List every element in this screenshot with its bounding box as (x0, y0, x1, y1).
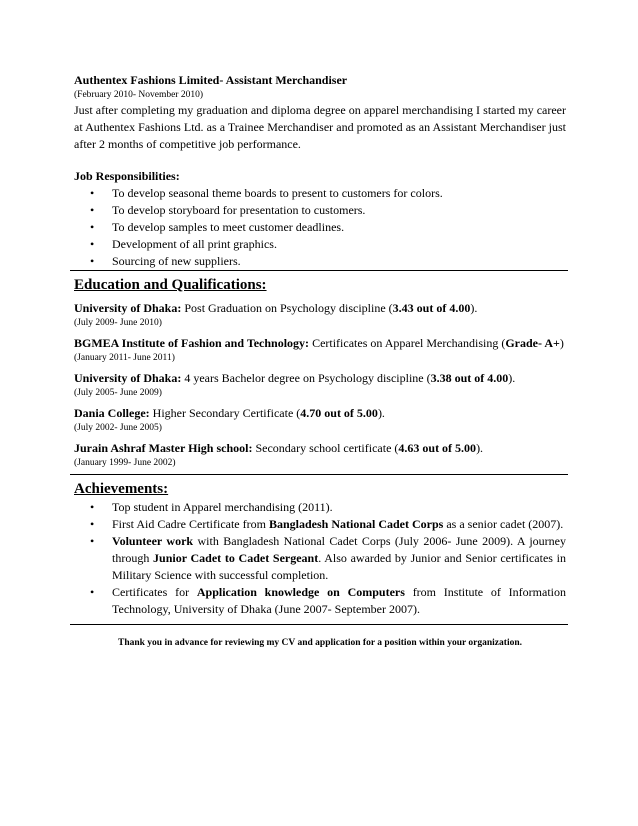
grade: 4.70 out of 5.00 (300, 406, 378, 420)
list-item: • Sourcing of new suppliers. (74, 253, 566, 270)
school-name: Jurain Ashraf Master High school: (74, 441, 253, 455)
education-entry (74, 335, 566, 365)
achievement-text: Top student in Apparel merchandising (2011). (112, 500, 333, 514)
grade: 4.63 out of 5.00 (398, 441, 477, 455)
grade: Grade- A+ (505, 336, 560, 350)
education-entry (74, 405, 566, 435)
degree-detail: Secondary school certificate ( (252, 441, 399, 455)
responsibilities-title: Job Responsibilities: (74, 169, 180, 183)
list-item: • To develop storyboard for presentation to customers. (74, 202, 566, 219)
list-item: • To develop samples to meet customer deadlines. (74, 219, 566, 236)
list-item (74, 499, 566, 516)
education-period: (July 2005- June 2009) (74, 388, 162, 398)
closing-note: Thank you in advance for reviewing my CV and application for a position within your organization. (118, 638, 522, 648)
list-item (74, 516, 566, 533)
achievement-text: with Bangladesh National Cadet Corps (July 2006- June 2009). A journey through (112, 534, 566, 565)
achievement-text: from Institute of Information Technology, University of Dhaka (June 2007- September 2007). (112, 585, 566, 616)
grade: 3.38 out of 4.00 (430, 371, 509, 385)
degree-detail: 4 years Bachelor degree on Psychology discipline ( (181, 371, 431, 385)
achievement-bold: Volunteer work (112, 534, 194, 548)
list-item (74, 584, 566, 618)
degree-detail: Higher Secondary Certificate ( (149, 406, 301, 420)
education-period: (January 1999- June 2002) (74, 458, 176, 468)
list-item: • To develop seasonal theme boards to present to customers for colors. (74, 185, 566, 202)
job-period: (February 2010- November 2010) (74, 90, 204, 100)
section-divider (70, 270, 568, 271)
achievements-heading: Achievements: (74, 481, 169, 497)
responsibilities-list (74, 185, 566, 270)
degree-detail: Post Graduation on Psychology discipline ( (181, 301, 393, 315)
achievement-bold: Junior Cadet to Cadet Sergeant (153, 551, 319, 565)
education-period: (January 2011- June 2011) (74, 353, 175, 363)
achievement-text: as a senior cadet (2007). (443, 517, 564, 531)
education-period: (July 2009- June 2010) (74, 318, 162, 328)
school-name: BGMEA Institute of Fashion and Technology: (74, 336, 310, 350)
punctuation: ). (476, 441, 484, 455)
achievement-text: Certificates for (112, 585, 197, 599)
punctuation: ) (559, 336, 564, 350)
cv-content (74, 72, 566, 652)
punctuation: ). (508, 371, 516, 385)
degree-detail: Certificates on Apparel Merchandising ( (309, 336, 506, 350)
job-description: Just after completing my graduation and diploma degree on apparel merchandising I started my career at Authentex Fashions Ltd. as a Trainee Merchandiser and promoted as an Assistant Merchandiser just after 2 months of competitive job performance. (74, 103, 566, 151)
education-entry (74, 370, 566, 400)
punctuation: ). (470, 301, 478, 315)
job-title: Authentex Fashions Limited- Assistant Merchandiser (74, 73, 348, 87)
achievement-bold: Bangladesh National Cadet Corps (268, 517, 444, 531)
punctuation: ). (377, 406, 385, 420)
list-item (74, 533, 566, 584)
education-entry (74, 300, 566, 330)
education-heading: Education and Qualifications: (74, 277, 267, 293)
education-period: (July 2002- June 2005) (74, 423, 162, 433)
list-item: • Development of all print graphics. (74, 236, 566, 253)
achievement-bold: Application knowledge on Computers (196, 585, 405, 599)
achievement-text: . Also awarded by Junior and Senior certificates in Military Science with successful completion. (112, 551, 566, 582)
grade: 3.43 out of 4.00 (392, 301, 471, 315)
school-name: University of Dhaka: (74, 371, 182, 385)
achievements-list (74, 499, 566, 618)
achievement-text: First Aid Cadre Certificate from (112, 517, 269, 531)
section-divider (70, 474, 568, 475)
section-divider (70, 624, 568, 625)
school-name: Dania College: (74, 406, 150, 420)
school-name: University of Dhaka: (74, 301, 182, 315)
education-entry (74, 440, 566, 470)
